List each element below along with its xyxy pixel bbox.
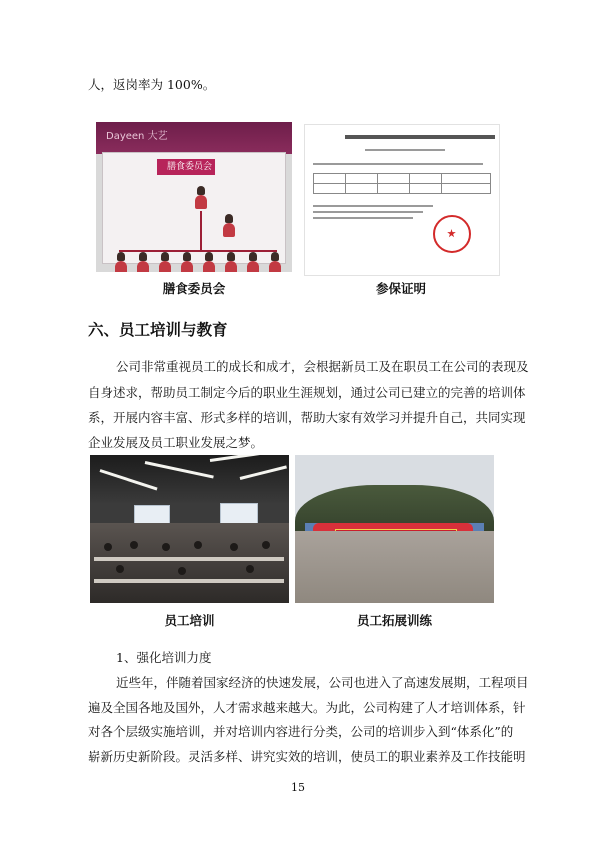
text-line-mark — [313, 163, 483, 165]
subsection-heading: 1、强化培训力度 — [116, 650, 212, 665]
banner-logo-text: Dayeen 大艺 — [106, 131, 168, 142]
board-title: 膳食委员会 — [157, 159, 215, 175]
paragraph-line: 系，开展内容丰富、形式多样的培训，帮助大家有效学习并提升自己，共同实现 — [88, 410, 526, 425]
audience — [90, 523, 289, 603]
table-rule — [490, 173, 491, 193]
attendee-head — [104, 543, 112, 551]
desk-row — [94, 557, 284, 561]
table-rule — [377, 173, 378, 193]
table-rule — [313, 173, 314, 193]
red-seal-icon — [433, 215, 471, 253]
text-line-mark — [365, 149, 445, 151]
table-rule — [313, 173, 491, 174]
text-line-mark — [313, 217, 413, 219]
paragraph-line: 公司非常重视员工的成长和成才，会根据新员工及在职员工在公司的表现及 — [116, 359, 529, 374]
attendee-head — [162, 543, 170, 551]
paragraph-line: 企业发展及员工职业发展之梦。 — [88, 435, 264, 450]
person-icon — [195, 195, 207, 209]
person-icon — [247, 261, 259, 272]
paragraph-line: 自身述求，帮助员工制定今后的职业生涯规划，通过公司已建立的完善的培训体 — [88, 385, 526, 400]
paragraph-line: 遍及全国各地及国外，人才需求越来越大。为此，公司构建了人才培训体系，针 — [88, 700, 526, 715]
attendee-head — [116, 565, 124, 573]
committee-photo — [96, 122, 292, 272]
caption-outdoor: 员工拓展训练 — [356, 613, 432, 628]
person-icon — [203, 261, 215, 272]
caption-insurance: 参保证明 — [375, 281, 426, 296]
table-rule — [313, 183, 491, 184]
top-line: 人，返岗率为 100%。 — [88, 77, 216, 92]
text-line-mark — [313, 205, 433, 207]
person-icon — [181, 261, 193, 272]
outdoor-team-photo — [295, 455, 494, 603]
paved-ground — [295, 531, 494, 603]
page-number: 15 — [291, 781, 305, 794]
section-heading: 六、员工培训与教育 — [88, 320, 228, 339]
certificate-title-mark — [345, 135, 495, 139]
caption-committee: 膳食委员会 — [162, 281, 226, 296]
text-line-mark — [313, 211, 423, 213]
training-photo — [90, 455, 289, 603]
attendee-head — [262, 541, 270, 549]
attendee-head — [178, 567, 186, 575]
person-icon — [115, 261, 127, 272]
person-icon — [223, 223, 235, 237]
attendee-head — [194, 541, 202, 549]
person-icon — [159, 261, 171, 272]
person-icon — [137, 261, 149, 272]
table-rule — [409, 173, 410, 193]
person-icon — [225, 261, 237, 272]
attendee-head — [246, 565, 254, 573]
attendee-head — [230, 543, 238, 551]
connector-line — [200, 211, 202, 251]
insurance-certificate-image — [304, 124, 500, 276]
org-chart-board — [102, 152, 286, 264]
photo-banner — [96, 122, 292, 154]
paragraph-line: 对各个层级实施培训，并对培训内容进行分类，公司的培训步入到“体系化”的 — [88, 724, 514, 739]
ceiling — [90, 455, 289, 503]
table-rule — [441, 173, 442, 193]
attendee-head — [130, 541, 138, 549]
person-icon — [269, 261, 281, 272]
desk-row — [94, 579, 284, 583]
table-rule — [313, 193, 491, 194]
caption-training: 员工培训 — [164, 613, 215, 628]
paragraph-line: 近些年，伴随着国家经济的快速发展，公司也进入了高速发展期，工程项目 — [116, 675, 529, 690]
paragraph-line: 崭新历史新阶段。灵活多样、讲究实效的培训，使员工的职业素养及工作技能明 — [88, 749, 526, 764]
table-rule — [345, 173, 346, 193]
